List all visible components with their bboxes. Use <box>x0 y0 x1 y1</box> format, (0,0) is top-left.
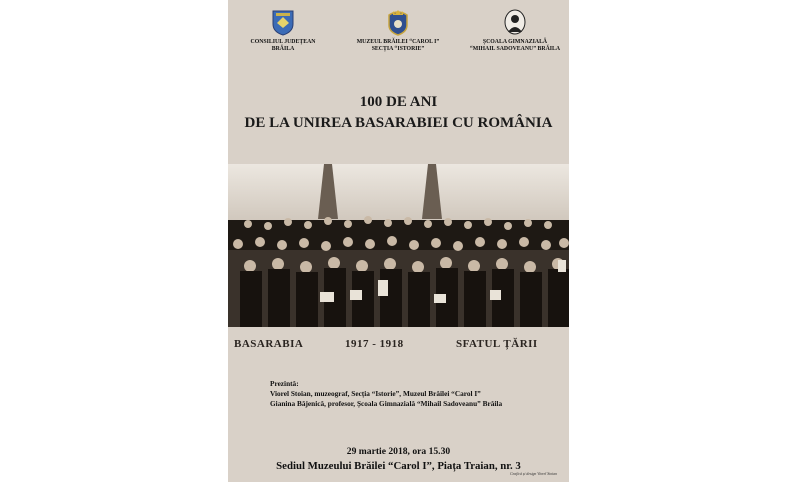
design-credit: Grafică și design Viorel Stoian <box>510 472 557 476</box>
poster-title-line2: DE LA UNIREA BASARABIEI CU ROMÂNIA <box>244 115 553 131</box>
presenters-heading: Prezintă: <box>270 379 299 388</box>
photo-banner-left: BASARABIA <box>234 338 304 350</box>
photo-banner-years: 1917 - 1918 <box>345 338 404 350</box>
county-crest-icon <box>270 8 296 36</box>
logo-caption-line1: MUZEUL BRĂILEI “CAROL I” <box>356 39 440 45</box>
poster-title-line1: 100 DE ANI <box>359 94 438 110</box>
school-portrait-icon <box>502 8 528 36</box>
presenter-line: Gianina Bâjenică, profesor, Școala Gimnazială “Mihail Sadoveanu” Brăila <box>270 399 503 408</box>
historical-group-photo <box>228 164 569 350</box>
event-poster <box>228 0 569 482</box>
logo-caption-line1: ȘCOALA GIMNAZIALĂ <box>482 39 548 45</box>
photo-banner-right: SFATUL ȚĂRII <box>456 338 538 350</box>
school-logo <box>460 8 570 53</box>
event-location: Sediul Muzeului Brăilei “Carol I”, Piața Traian, nr. 3 <box>276 460 521 472</box>
presenter-line: Viorel Stoian, muzeograf, Secția “Istorie”, Muzeul Brăilei “Carol I” <box>270 389 481 398</box>
logo-caption-line2: “MIHAIL SADOVEANU” BRĂILA <box>469 46 561 52</box>
logo-caption-line2: SECȚIA “ISTORIE” <box>371 46 425 52</box>
logo-caption-line2: BRĂILA <box>271 46 295 52</box>
museum-logo <box>343 8 453 53</box>
event-datetime: 29 martie 2018, ora 15.30 <box>346 446 451 457</box>
museum-crest-icon <box>385 8 411 36</box>
presenters-block <box>270 379 502 409</box>
group-photo-image <box>228 164 569 327</box>
county-council-logo <box>228 8 338 53</box>
logo-caption-line1: CONSILIUL JUDEȚEAN <box>250 39 316 45</box>
